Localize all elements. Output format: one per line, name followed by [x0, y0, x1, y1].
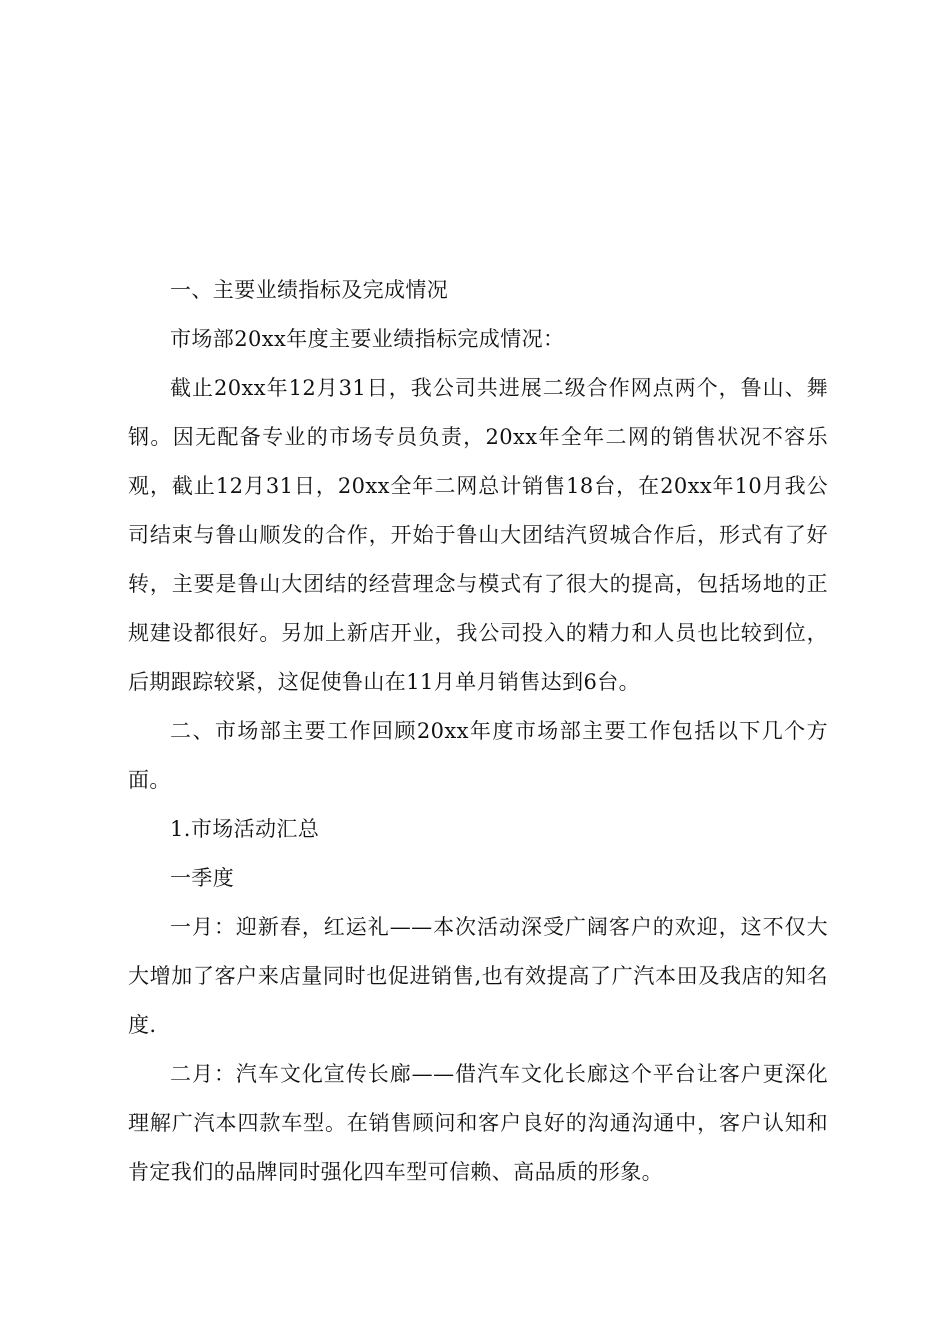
section-heading-performance: 一、主要业绩指标及完成情况	[170, 278, 449, 302]
paragraph-january: 一月：迎新春，红运礼——本次活动深受广阔客户的欢迎，这不仅大大增加了客户来店量同时也促进销售,也有效提高了广汽本田及我店的知名度.	[128, 915, 828, 1037]
document-body	[128, 266, 828, 1197]
section-heading-work-review: 二、市场部主要工作回顾20xx年度市场部主要工作包括以下几个方面。	[128, 719, 828, 792]
paragraph-february: 二月：汽车文化宣传长廊——借汽车文化长廊这个平台让客户更深化理解广汽本四款车型。在销售顾问和客户良好的沟通沟通中，客户认知和肯定我们的品牌同时强化四车型可信赖、高品质的形象。	[128, 1062, 828, 1184]
subheading-first-quarter: 一季度	[170, 866, 235, 890]
paragraph-performance-detail: 截止20xx年12月31日，我公司共进展二级合作网点两个，鲁山、舞钢。因无配备专业的市场专员负责，20xx年全年二网的销售状况不容乐观，截止12月31日，20xx全年二网总计销售18台，在20xx年10月我公司结束与鲁山顺发的合作，开始于鲁山大团结汽贸城合作后，形式有了好转，主要是鲁山大团结的经营理念与模式有了很大的提高，包括场地的正规建设都很好。另加上新店开业，我公司投入的精力和人员也比较到位，后期跟踪较紧，这促使鲁山在11月单月销售达到6台。	[128, 376, 828, 694]
paragraph-performance-intro: 市场部20xx年度主要业绩指标完成情况：	[170, 327, 565, 351]
subheading-market-activities: 1.市场活动汇总	[170, 817, 320, 841]
